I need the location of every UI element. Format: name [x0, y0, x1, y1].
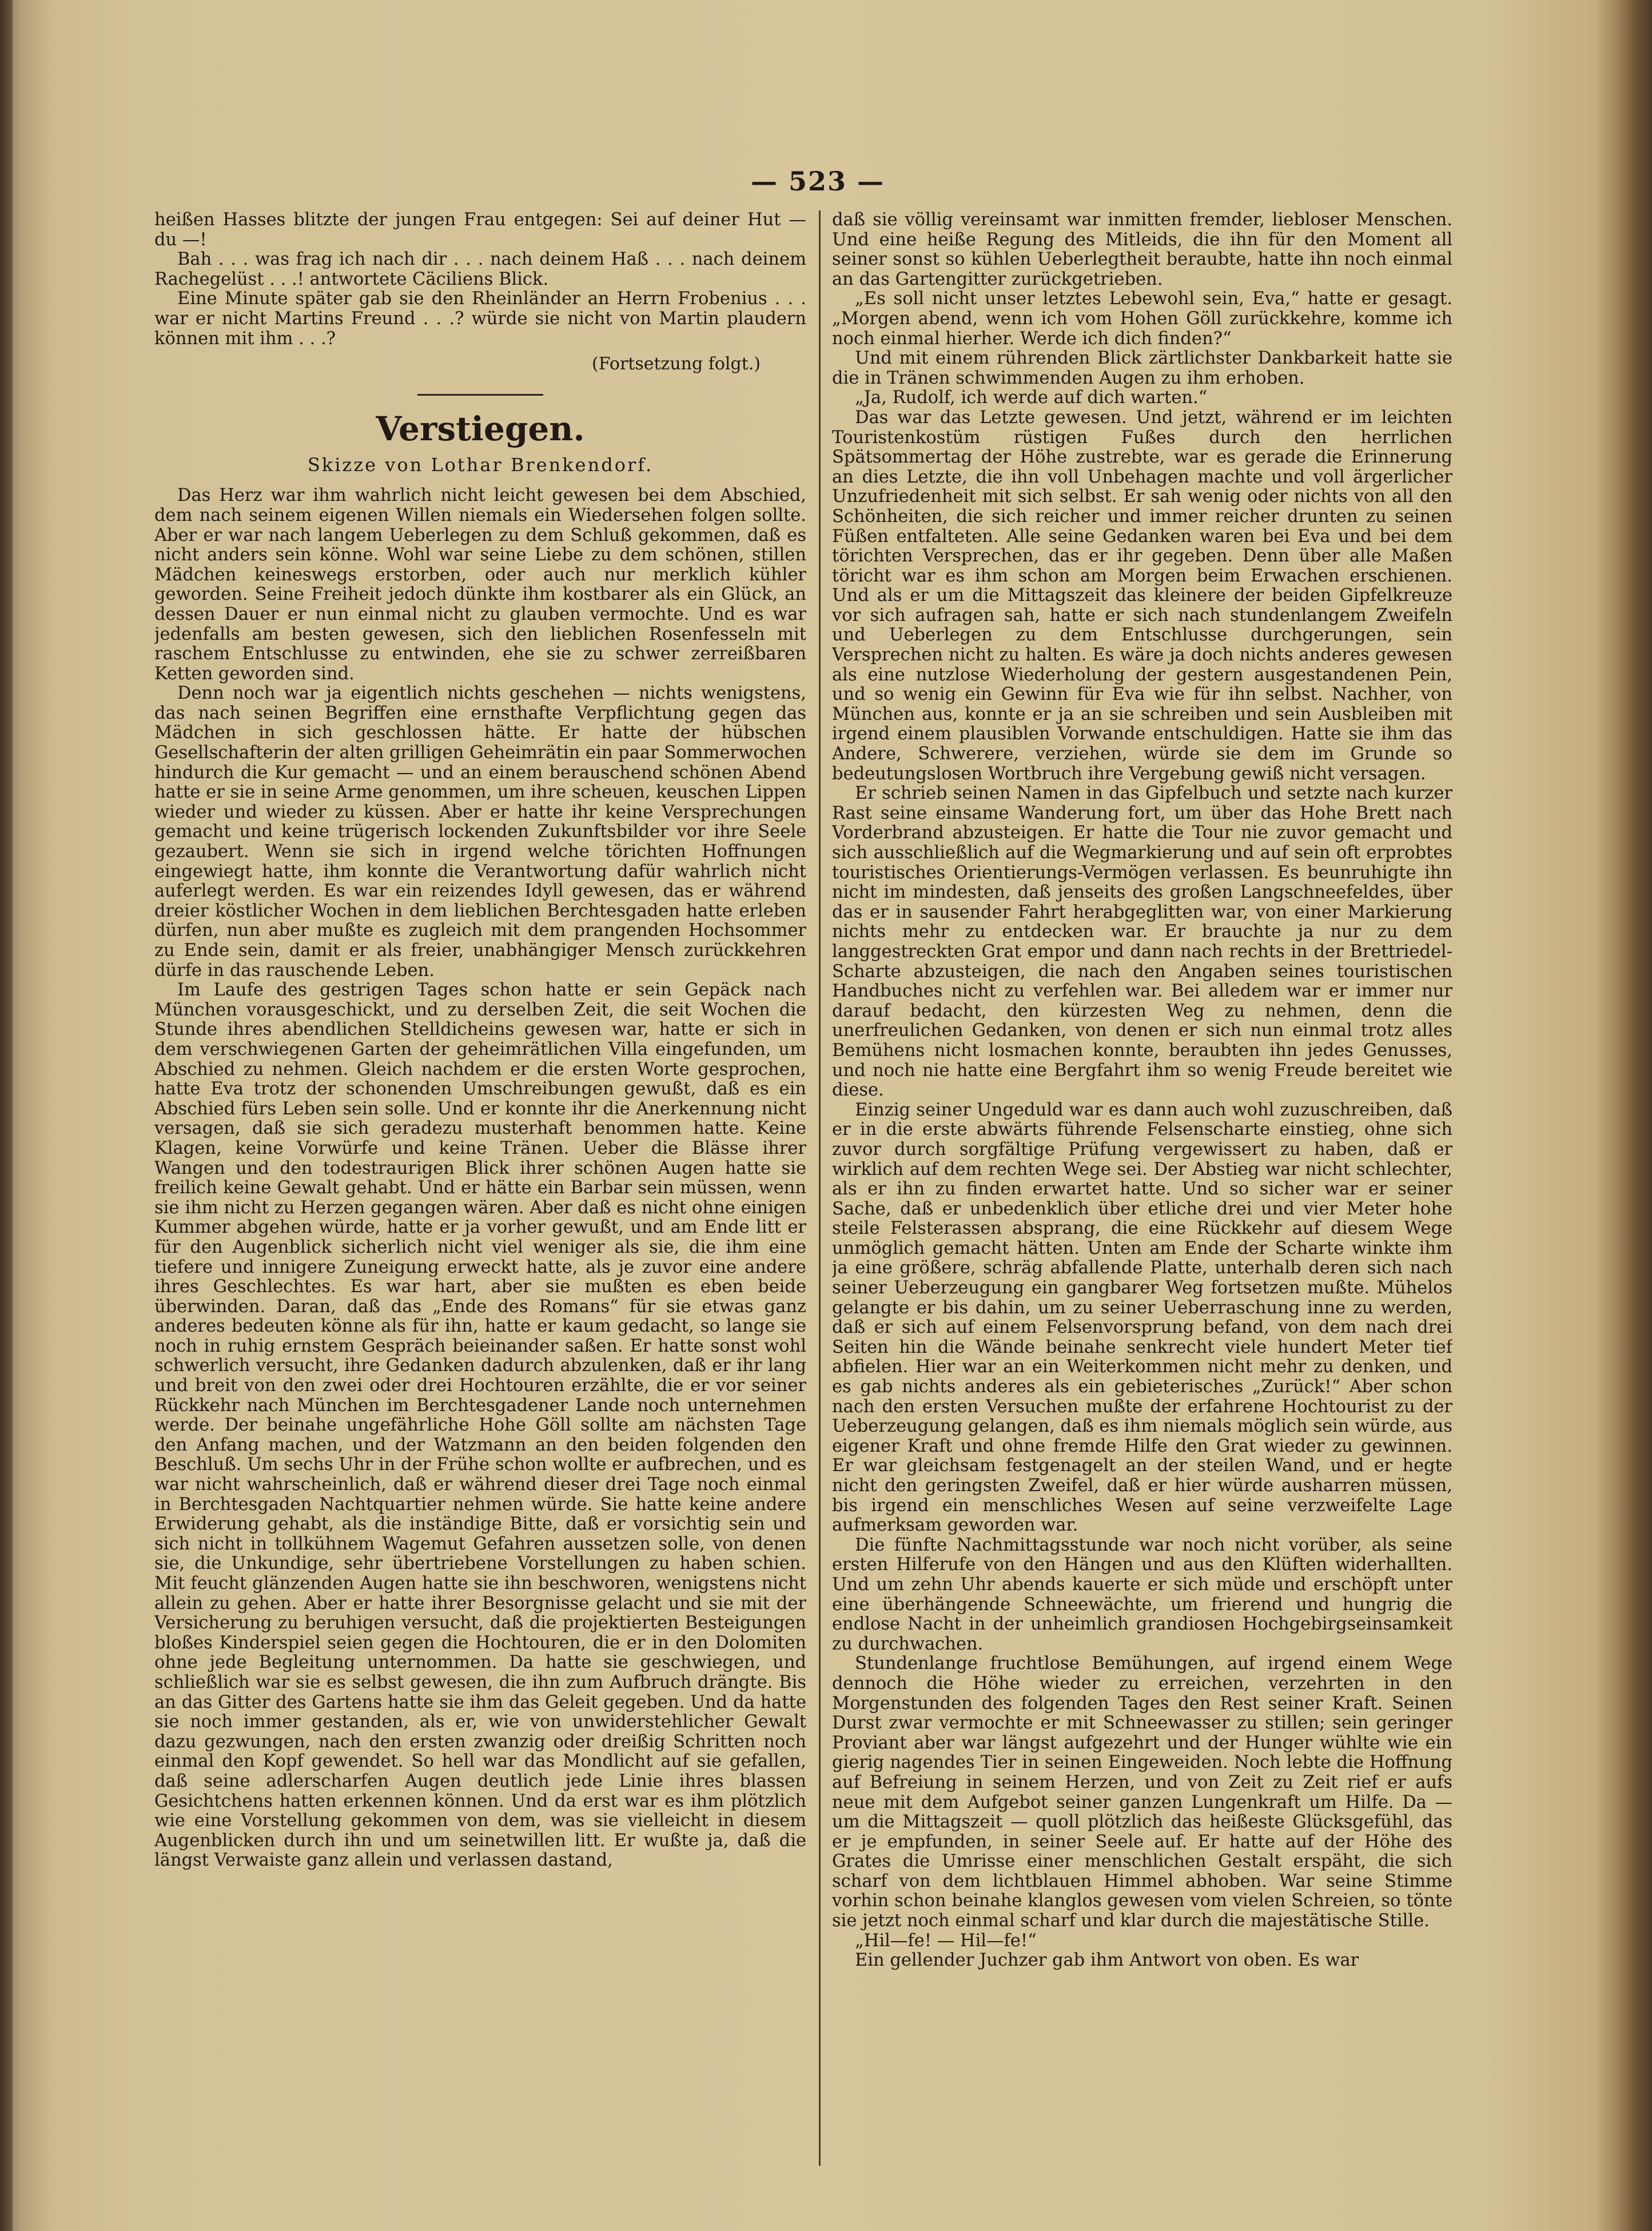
- story-paragraph: Das Herz war ihm wahrlich nicht leicht gewesen bei dem Abschied, dem nach seinem eigenen Willen niemals ein Wiedersehen folgen sollte. Aber er war nach langem Ueberlegen zu dem Schluß gekommen, daß es nicht anders sein könne. Wohl war seine Liebe zu dem schönen, stillen Mädchen keineswegs erstorben, oder auch nur merklich kühler geworden. Seine Freiheit jedoch dünkte ihm kostbarer als ein Glück, an dessen Dauer er nun einmal nicht zu glauben vermochte. Und es war jedenfalls am besten gewesen, sich den lieblichen Rosenfesseln mit raschem Entschlusse zu entwinden, ehe sie zu schwer zerreißbaren Ketten geworden sind.: [154, 485, 806, 684]
- story-title: Verstiegen.: [376, 409, 585, 448]
- left-column: [154, 210, 806, 2183]
- story-paragraph: Und mit einem rührenden Blick zärtlichster Dankbarkeit hatte sie die in Tränen schwimmenden Augen zu ihm erhoben.: [832, 348, 1452, 388]
- story-paragraph: Einzig seiner Ungeduld war es dann auch wohl zuzuschreiben, daß er in die erste abwärts führende Felsenscharte einstieg, ohne sich zuvor durch sorgfältige Prüfung vergewissert zu haben, daß er wirklich auf dem rechten Wege sei. Der Abstieg war nicht schlechter, als er ihn zu finden erwartet hatte. Und so sicher war er seiner Sache, daß er unbedenklich über etliche drei und vier Meter hohe steile Felsterassen absprang, die eine Rückkehr auf diesem Wege unmöglich gemacht hätten. Unten am Ende der Scharte winkte ihm ja eine größere, schräg abfallende Platte, unterhalb deren sich nach seiner Ueberzeugung ein gangbarer Weg fortsetzen mußte. Mühelos gelangte er bis dahin, um zu seiner Ueberraschung inne zu werden, daß er sich auf einem Felsenvorsprung befand, von dem nach drei Seiten hin die Wände beinahe senkrecht viele hundert Meter tief abfielen. Hier war an ein Weiterkommen nicht mehr zu denken, und es gab nichts anderes als ein gebieterisches „Zurück!“ Aber schon nach den ersten Versuchen mußte der erfahrene Hochtourist zu der Ueberzeugung gelangen, daß es ihm niemals möglich sein würde, aus eigener Kraft und ohne fremde Hilfe den Grat wieder zu gewinnen. Er war gleichsam festgenagelt an der steilen Wand, und er hegte nicht den geringsten Zweifel, daß er hier würde ausharren müssen, bis irgend ein menschliches Wesen auf seine verzweifelte Lage aufmerksam geworden war.: [832, 1099, 1452, 1536]
- story-paragraph: Das war das Letzte gewesen. Und jetzt, während er im leichten Touristenkostüm rüstigen Fußes durch den herrlichen Spätsommertag der Höhe zustrebte, war es gerade die Erinnerung an dies Letzte, die ihn voll Unbehagen machte und voll ärgerlicher Unzufriedenheit mit sich selbst. Er sah wenig oder nichts von all den Schönheiten, die sich reicher und immer reicher drunten zu seinen Füßen entfalteten. Alle seine Gedanken waren bei Eva und bei dem törichten Versprechen, das er ihr gegeben. Denn über alle Maßen töricht war es ihm schon am Morgen beim Erwachen erschienen. Und als er um die Mittagszeit das kleinere der beiden Gipfelkreuze vor sich aufragen sah, hatte er sich nach stundenlangem Zweifeln und Ueberlegen zu dem Entschlusse durchgerungen, sein Versprechen nicht zu halten. Es wäre ja doch nichts anderes gewesen als eine nutzlose Wiederholung der gestern ausgestandenen Pein, und so wenig ein Gewinn für Eva wie für ihn selbst. Nachher, von München aus, konnte er ja an sie schreiben und sein Ausbleiben mit irgend einem plausiblen Vorwande entschuldigen. Hatte sie ihm das Andere, Schwerere, verziehen, würde sie dem im Grunde so bedeutungslosen Wortbruch ihre Vergebung gewiß nicht versagen.: [832, 407, 1452, 784]
- story-paragraph: Er schrieb seinen Namen in das Gipfelbuch und setzte nach kurzer Rast seine einsame Wanderung fort, um über das Hohe Brett nach Vorderbrand abzusteigen. Er hatte die Tour nie zuvor gemacht und sich ausschließlich auf die Wegmarkierung und auf sein oft erprobtes touristisches Orientierungs-Vermögen verlassen. Es beunruhigte ihn nicht im mindesten, daß jenseits des großen Langschneefeldes, über das er in sausender Fahrt herabgeglitten war, von einer Markierung nichts mehr zu entdecken war. Er brauchte ja nur zu dem langgestreckten Grat empor und dann nach rechts in der Brettriedel-Scharte abzusteigen, die nach den Angaben seines touristischen Handbuches nicht zu verfehlen war. Bei alledem war er immer nur darauf bedacht, den kürzesten Weg zu nehmen, denn die unerfreulichen Gedanken, von denen er sich nun einmal trotz alles Bemühens nicht losmachen konnte, beraubten ihn jedes Genusses, und noch nie hatte eine Bergfahrt ihm so wenig Freude bereitet wie diese.: [832, 783, 1452, 1101]
- story-paragraph: Ein gellender Juchzer gab ihm Antwort von oben. Es war: [855, 1950, 1359, 1971]
- story-subtitle: Skizze von Lothar Brenkendorf.: [307, 453, 654, 476]
- story-paragraph: Stundenlange fruchtlose Bemühungen, auf irgend einem Wege dennoch die Höhe wieder zu erreichen, verzehrten in den Morgenstunden des folgenden Tages den Rest seiner Kraft. Seinen Durst zwar vermochte er mit Schneewasser zu stillen; sein geringer Proviant aber war längst aufgezehrt und der Hunger wühlte wie ein gierig nagendes Tier in seinen Eingeweiden. Noch lebte die Hoffnung auf Befreiung in seinem Herzen, und von Zeit zu Zeit rief er aufs neue mit dem Aufgebot seiner ganzen Lungenkraft um Hilfe. Da — um die Mittagszeit — quoll plötzlich das heißeste Glücksgefühl, das er je empfunden, in seiner Seele auf. Er hatte auf der Höhe des Grates die Umrisse einer menschlichen Gestalt erspäht, die sich scharf von dem lichtblauen Himmel abhoben. War seine Stimme vorhin schon beinahe klanglos gewesen vom vielen Schreien, so tönte sie jetzt noch einmal scharf und klar durch die majestätische Stille.: [832, 1654, 1452, 1931]
- story-paragraph: Denn noch war ja eigentlich nichts geschehen — nichts wenigstens, das nach seinen Begriffen eine ernsthafte Verpflichtung gegen das Mädchen in sich geschlossen hätte. Er hatte der hübschen Gesellschafterin der alten grilligen Geheimrätin ein paar Sommerwochen hindurch die Kur gemacht — und an einem berauschend schönen Abend hatte er sie in seine Arme genommen, um ihre scheuen, keuschen Lippen wieder und wieder zu küssen. Aber er hatte ihr keine Versprechungen gemacht und keine trügerisch lockenden Zukunftsbilder vor ihre Seele gezaubert. Wenn sie sich in irgend welche törichten Hoffnungen eingewiegt hatte, ihm konnte die Verantwortung dafür wahrlich nicht auferlegt werden. Es war ein reizendes Idyll gewesen, das er während dreier köstlicher Wochen in dem lieblichen Berchtesgaden hatte erleben dürfen, nun aber mußte es zugleich mit dem prangenden Hochsommer zu Ende sein, damit er als freier, unabhängiger Mensch zurückkehren dürfe in das rauschende Leben.: [154, 683, 806, 981]
- story-paragraph: „Hil—fe! — Hil—fe!“: [855, 1930, 1037, 1951]
- column-divider: [819, 210, 821, 2166]
- story-paragraph: Im Laufe des gestrigen Tages schon hatte er sein Gepäck nach München vorausgeschickt, und zu derselben Zeit, die seit Wochen die Stunde ihres abendlichen Stelldicheins gewesen war, hatte er sich in dem verschwiegenen Garten der geheimrätlichen Villa eingefunden, um Abschied zu nehmen. Gleich nachdem er die ersten Worte gesprochen, hatte Eva trotz der schonenden Umschreibungen gewußt, daß es ein Abschied fürs Leben sein solle. Und er konnte ihr die Anerkennung nicht versagen, daß sie sich geradezu musterhaft benommen hatte. Keine Klagen, keine Vorwürfe und keine Tränen. Ueber die Blässe ihrer Wangen und den todestraurigen Blick ihrer schönen Augen hatte sie freilich keine Gewalt gehabt. Und er hätte ein Barbar sein müssen, wenn sie ihm nicht zu Herzen gegangen wären. Aber daß es nicht ohne einigen Kummer abgehen würde, hatte er ja vorher gewußt, und am Ende litt er für den Augenblick sicherlich nicht viel weniger als sie, die ihm eine tiefere und innigere Zuneigung erweckt hatte, als je zuvor eine andere ihres Geschlechtes. Es war hart, aber sie mußten es eben beide überwinden. Daran, daß das „Ende des Romans“ für sie etwas ganz anderes bedeuten könne als für ihn, hatte er kaum gedacht, so lange sie noch in ruhig ernstem Gespräch beieinander saßen. Er hatte sonst wohl schwerlich versucht, ihre Gedanken dadurch abzulenken, daß er ihr lang und breit von den zwei oder drei Hochtouren erzählte, die er vor seiner Rückkehr nach München im Berchtesgadener Lande noch unternehmen werde. Der beinahe ungefährliche Hohe Göll sollte am nächsten Tage den Anfang machen, und der Watzmann an den beiden folgenden den Beschluß. Um sechs Uhr in der Frühe schon wollte er aufbrechen, und es war nicht wahrscheinlich, daß er während dieser drei Tage noch einmal in Berchtesgaden Nachtquartier nehmen würde. Sie hatte keine andere Erwiderung gehabt, als die inständige Bitte, daß er vorsichtig sein und sich nicht in tollkühnem Wagemut Gefahren aussetzen solle, von denen sie, die Unkundige, sehr übertriebene Vorstellungen zu haben schien. Mit feucht glänzenden Augen hatte sie ihn beschworen, wenigstens nicht allein zu gehen. Aber er hatte ihrer Besorgnisse gelacht und sie mit der Versicherung zu beruhigen versucht, daß die projektierten Besteigungen bloßes Kinderspiel seien gegen die Hochtouren, die er in den Dolomiten ohne jede Begleitung unternommen. Da hatte sie geschwiegen, und schließlich war sie es selbst gewesen, die ihn zum Aufbruch drängte. Bis an das Gitter des Gartens hatte sie ihm das Geleit gegeben. Und da hatte sie noch immer gestanden, als er, wie von unwiderstehlicher Gewalt dazu gezwungen, nach den ersten zwanzig oder dreißig Schritten noch einmal den Kopf gewendet. So hell war das Mondlicht auf sie gefallen, daß seine adlerscharfen Augen deutlich jede Linie ihres blassen Gesichtchens hatten erkennen können. Und da erst war es ihm plötzlich wie eine Vorstellung gekommen von dem, was sie vielleicht in diesem Augenblicken durch ihn und um seinetwillen litt. Er wußte ja, daß die längst Verwaiste ganz allein und verlassen dastand,: [154, 980, 806, 1871]
- right-column: [832, 210, 1452, 2183]
- continued-note: (Fortsetzung folgt.): [592, 354, 761, 375]
- serial-text-paragraph: Eine Minute später gab sie den Rheinländer an Herrn Frobenius . . . war er nicht Martins Freund . . .? würde sie nicht von Martin plaudern können mit ihm . . .?: [154, 289, 806, 349]
- story-paragraph: Die fünfte Nachmittagsstunde war noch nicht vorüber, als seine ersten Hilferufe von den Hängen und aus den Klüften widerhallten. Und um zehn Uhr abends kauerte er sich müde und erschöpft unter eine überhängende Schneewächte, um frierend und hungrig die endlose Nacht in der unheimlich grandiosen Hochgebirgseinsamkeit zu durchwachen.: [832, 1535, 1452, 1654]
- serial-text-paragraph: Bah . . . was frag ich nach dir . . . nach deinem Haß . . . nach deinem Rachegelüst . . .! antwortete Cäciliens Blick.: [154, 249, 806, 289]
- story-paragraph: „Es soll nicht unser letztes Lebewohl sein, Eva,“ hatte er gesagt. „Morgen abend, wenn ich vom Hohen Göll zurückkehre, komme ich noch einmal hierher. Werde ich dich finden?“: [832, 289, 1452, 349]
- section-divider: [417, 394, 543, 396]
- serial-text-paragraph: heißen Hasses blitzte der jungen Frau entgegen: Sei auf deiner Hut — du —!: [154, 210, 806, 250]
- story-paragraph: daß sie völlig vereinsamt war inmitten fremder, liebloser Menschen. Und eine heiße Regung des Mitleids, die ihn für den Moment all seiner sonst so kühlen Ueberlegtheit beraubte, hatte ihn noch einmal an das Gartengitter zurückgetrieben.: [832, 210, 1452, 289]
- page-number: — 523 —: [750, 166, 885, 197]
- facing-page-edge: [0, 0, 13, 2231]
- story-paragraph: „Ja, Rudolf, ich werde auf dich warten.“: [855, 388, 1208, 408]
